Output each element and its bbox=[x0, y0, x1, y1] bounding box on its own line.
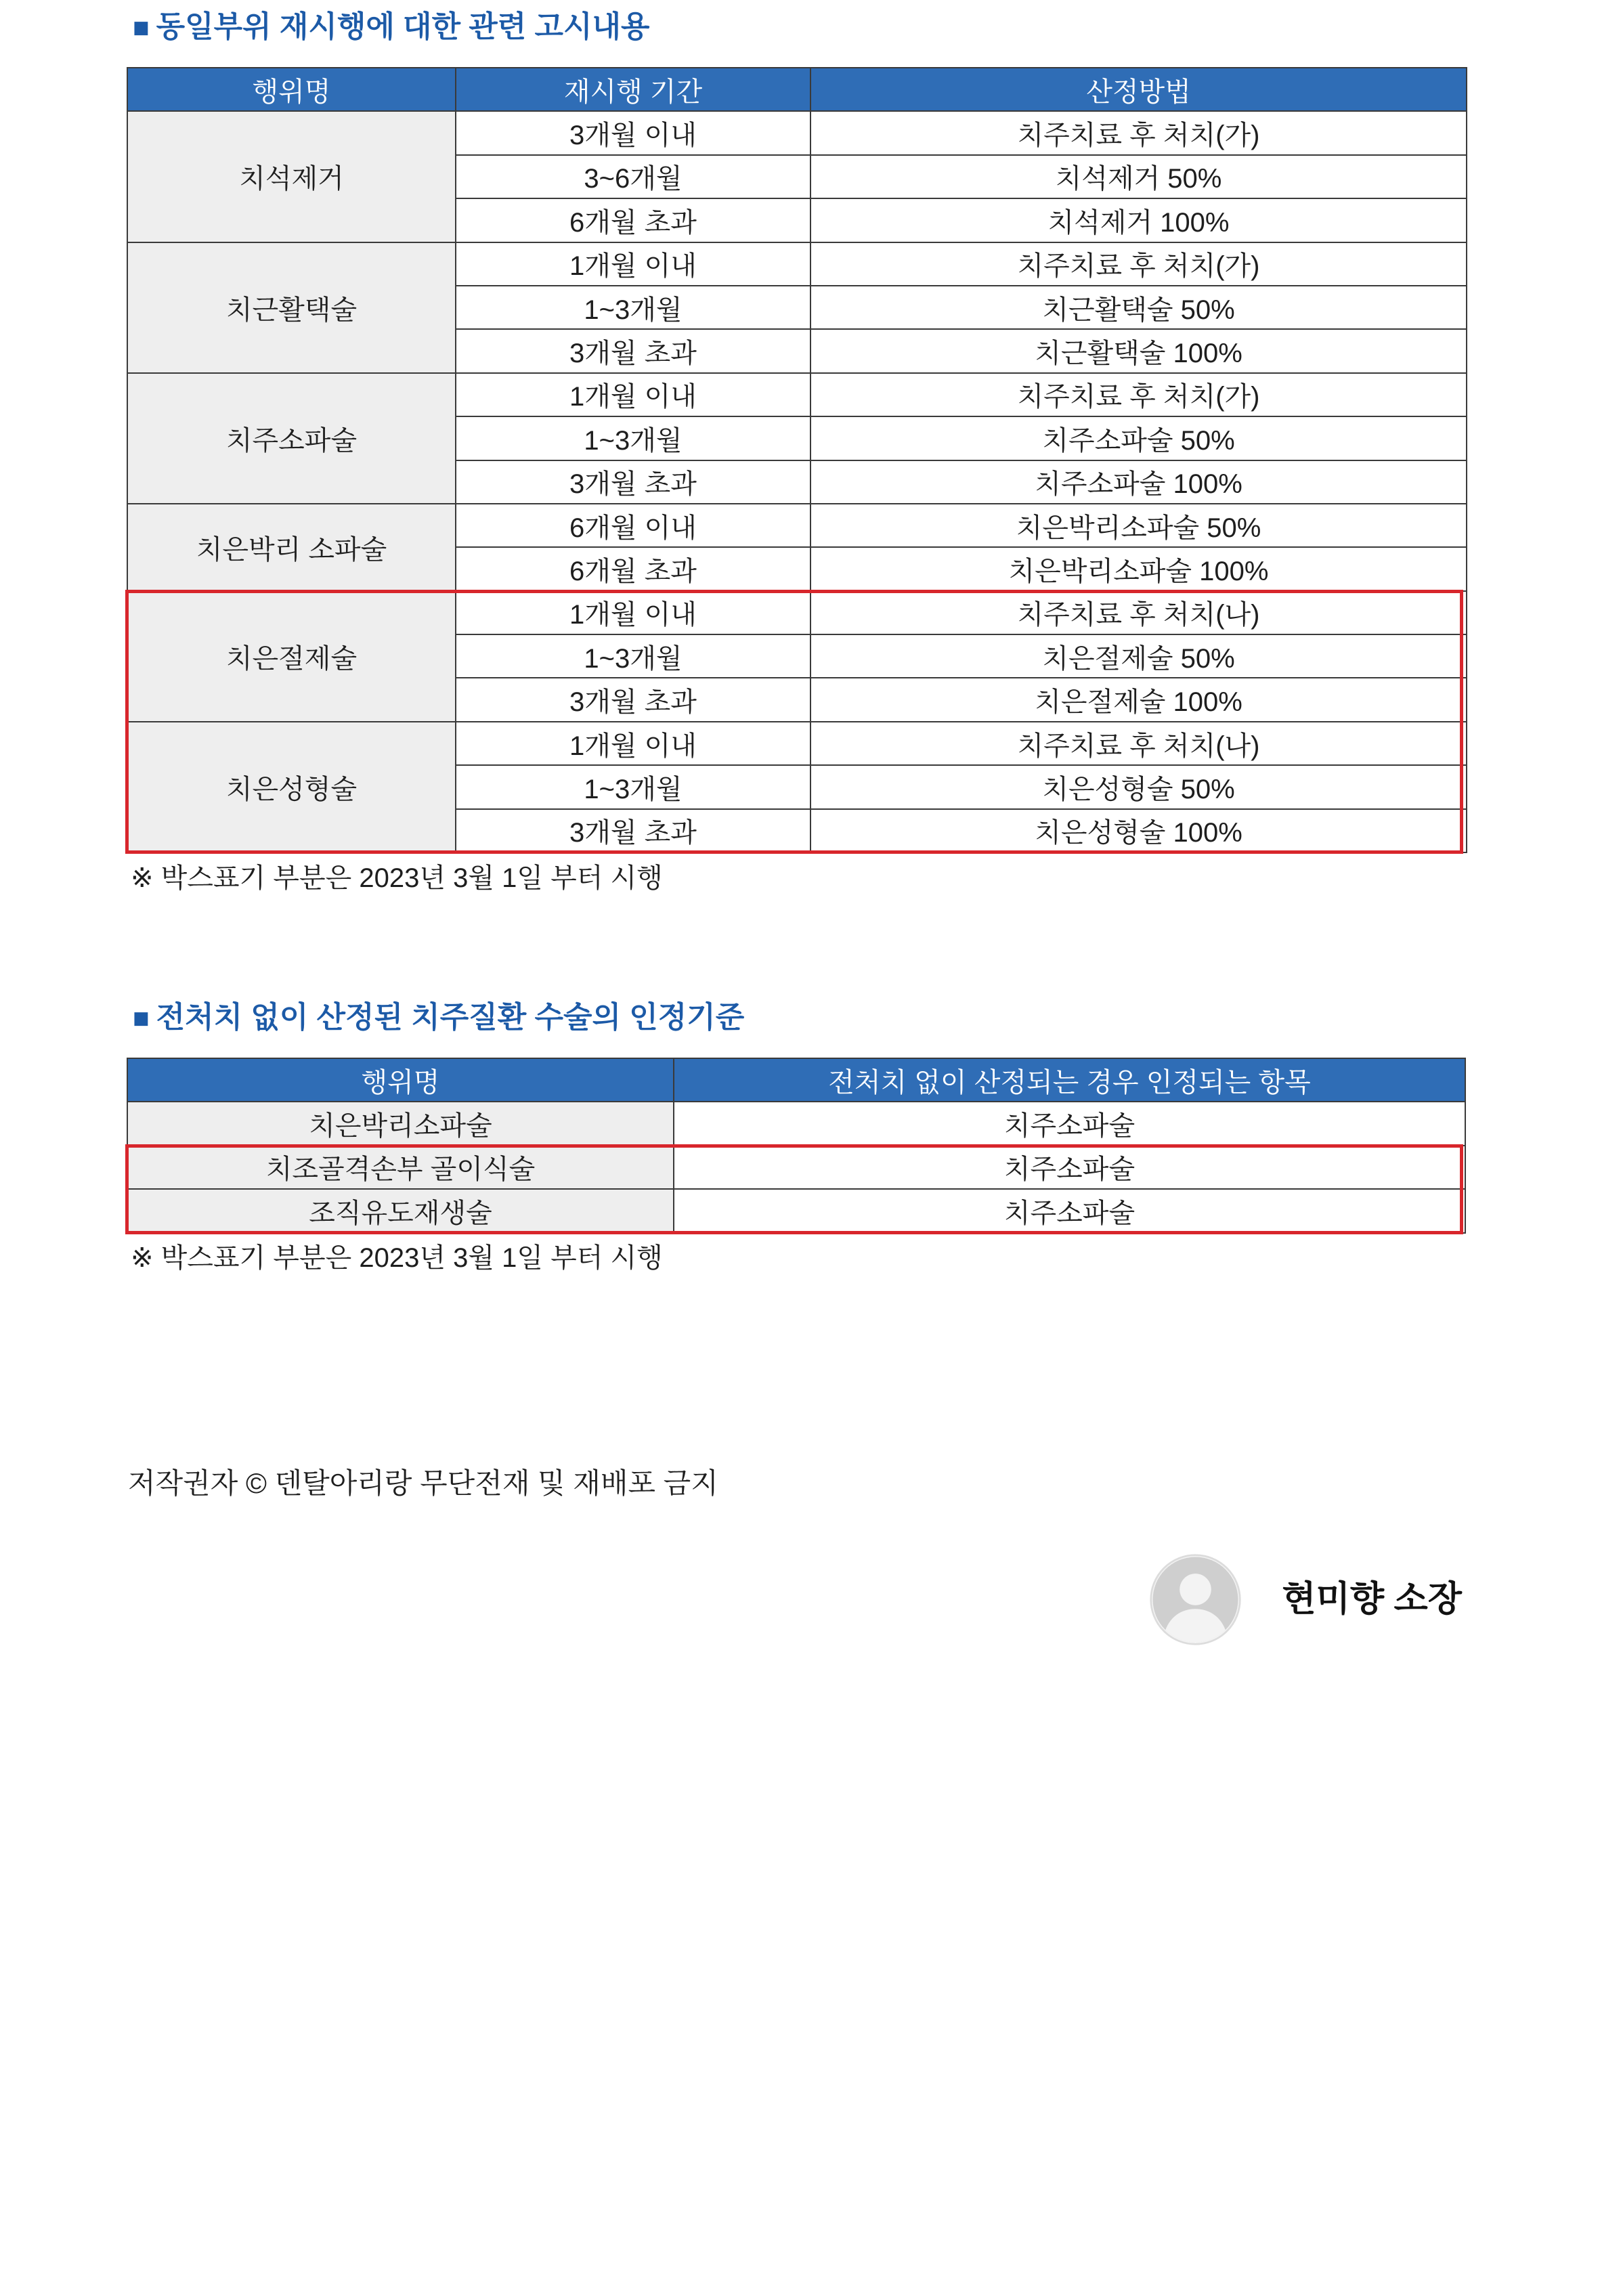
calculation-method-cell: 치주치료 후 처치(나) bbox=[810, 591, 1467, 634]
table-row bbox=[127, 1102, 1465, 1145]
retreatment-period-cell: 3개월 이내 bbox=[456, 111, 810, 154]
table-note: ※ 박스표기 부분은 2023년 3월 1일 부터 시행 bbox=[131, 1243, 663, 1273]
retreatment-period-cell: 1개월 이내 bbox=[456, 722, 810, 765]
calculation-method-cell: 치은절제술 100% bbox=[810, 678, 1467, 721]
calculation-method-cell: 치주소파술 50% bbox=[810, 416, 1467, 460]
table-header bbox=[127, 68, 1467, 111]
calculation-method-cell: 치근활택술 100% bbox=[810, 329, 1467, 372]
procedure-name-cell: 치석제거 bbox=[127, 111, 456, 242]
calculation-method-cell: 치은성형술 100% bbox=[810, 809, 1467, 852]
table-header bbox=[127, 1058, 1465, 1102]
calculation-method-cell: 치주치료 후 처치(가) bbox=[810, 111, 1467, 154]
procedure-name-cell: 치은박리 소파술 bbox=[127, 504, 456, 591]
procedure-name-cell: 조직유도재생술 bbox=[127, 1189, 674, 1232]
table-row bbox=[127, 373, 1467, 416]
author-name: 현미향 소장 bbox=[1282, 1580, 1462, 1619]
author-byline[interactable] bbox=[1149, 1553, 1462, 1646]
table-row bbox=[127, 504, 1467, 547]
retreatment-period-cell: 6개월 초과 bbox=[456, 547, 810, 590]
retreatment-period-cell: 3개월 초과 bbox=[456, 678, 810, 721]
table-row bbox=[127, 1189, 1465, 1232]
section-heading-retreatment bbox=[133, 9, 650, 45]
table-header-row bbox=[127, 1058, 1465, 1102]
header-recognized-item: 전처치 없이 산정되는 경우 인정되는 항목 bbox=[674, 1058, 1465, 1102]
table-row bbox=[127, 722, 1467, 765]
table-note: ※ 박스표기 부분은 2023년 3월 1일 부터 시행 bbox=[131, 863, 663, 893]
table-row bbox=[127, 591, 1467, 634]
table-header-row bbox=[127, 68, 1467, 111]
table-body bbox=[127, 111, 1467, 852]
retreatment-period-cell: 1~3개월 bbox=[456, 765, 810, 808]
recognition-table-wrapper bbox=[127, 1058, 1462, 1234]
section-heading-recognition-criteria bbox=[133, 1000, 744, 1035]
retreatment-period-cell: 1~3개월 bbox=[456, 286, 810, 329]
retreatment-period-cell: 1개월 이내 bbox=[456, 373, 810, 416]
header-retreatment-period: 재시행 기간 bbox=[456, 68, 810, 111]
calculation-method-cell: 치주치료 후 처치(나) bbox=[810, 722, 1467, 765]
retreatment-period-cell: 3개월 초과 bbox=[456, 460, 810, 504]
header-calculation-method: 산정방법 bbox=[810, 68, 1467, 111]
retreatment-period-cell: 1개월 이내 bbox=[456, 242, 810, 286]
calculation-method-cell: 치주치료 후 처치(가) bbox=[810, 373, 1467, 416]
calculation-method-cell: 치은절제술 50% bbox=[810, 634, 1467, 678]
retreatment-period-cell: 3개월 초과 bbox=[456, 809, 810, 852]
retreatment-period-cell: 1~3개월 bbox=[456, 634, 810, 678]
procedure-name-cell: 치주소파술 bbox=[127, 373, 456, 504]
calculation-method-cell: 치주소파술 100% bbox=[810, 460, 1467, 504]
header-procedure: 행위명 bbox=[127, 68, 456, 111]
retreatment-table-wrapper bbox=[127, 67, 1462, 853]
retreatment-table bbox=[127, 67, 1467, 853]
calculation-method-cell: 치은성형술 50% bbox=[810, 765, 1467, 808]
procedure-name-cell: 치은박리소파술 bbox=[127, 1102, 674, 1145]
square-bullet-icon: ■ bbox=[133, 1008, 150, 1028]
calculation-method-cell: 치은박리소파술 100% bbox=[810, 547, 1467, 590]
calculation-method-cell: 치석제거 50% bbox=[810, 155, 1467, 198]
procedure-name-cell: 치근활택술 bbox=[127, 242, 456, 373]
square-bullet-icon: ■ bbox=[133, 18, 150, 38]
section-title: 동일부위 재시행에 대한 관련 고시내용 bbox=[156, 10, 650, 43]
default-avatar-icon bbox=[1149, 1553, 1242, 1646]
retreatment-period-cell: 3~6개월 bbox=[456, 155, 810, 198]
recognized-item-cell: 치주소파술 bbox=[674, 1102, 1465, 1145]
calculation-method-cell: 치주치료 후 처치(가) bbox=[810, 242, 1467, 286]
section-title: 전처치 없이 산정된 치주질환 수술의 인정기준 bbox=[156, 1001, 745, 1034]
header-procedure: 행위명 bbox=[127, 1058, 674, 1102]
recognized-item-cell: 치주소파술 bbox=[674, 1146, 1465, 1189]
table-row bbox=[127, 1146, 1465, 1189]
retreatment-period-cell: 6개월 이내 bbox=[456, 504, 810, 547]
retreatment-period-cell: 1개월 이내 bbox=[456, 591, 810, 634]
procedure-name-cell: 치은절제술 bbox=[127, 591, 456, 722]
procedure-name-cell: 치은성형술 bbox=[127, 722, 456, 852]
recognition-table bbox=[127, 1058, 1466, 1234]
table-body bbox=[127, 1102, 1465, 1232]
calculation-method-cell: 치근활택술 50% bbox=[810, 286, 1467, 329]
retreatment-period-cell: 6개월 초과 bbox=[456, 198, 810, 242]
table-row bbox=[127, 242, 1467, 286]
copyright-notice: 저작권자 © 덴탈아리랑 무단전재 및 재배포 금지 bbox=[128, 1467, 718, 1499]
recognized-item-cell: 치주소파술 bbox=[674, 1189, 1465, 1232]
retreatment-period-cell: 1~3개월 bbox=[456, 416, 810, 460]
procedure-name-cell: 치조골격손부 골이식술 bbox=[127, 1146, 674, 1189]
retreatment-period-cell: 3개월 초과 bbox=[456, 329, 810, 372]
calculation-method-cell: 치은박리소파술 50% bbox=[810, 504, 1467, 547]
calculation-method-cell: 치석제거 100% bbox=[810, 198, 1467, 242]
table-row bbox=[127, 111, 1467, 154]
